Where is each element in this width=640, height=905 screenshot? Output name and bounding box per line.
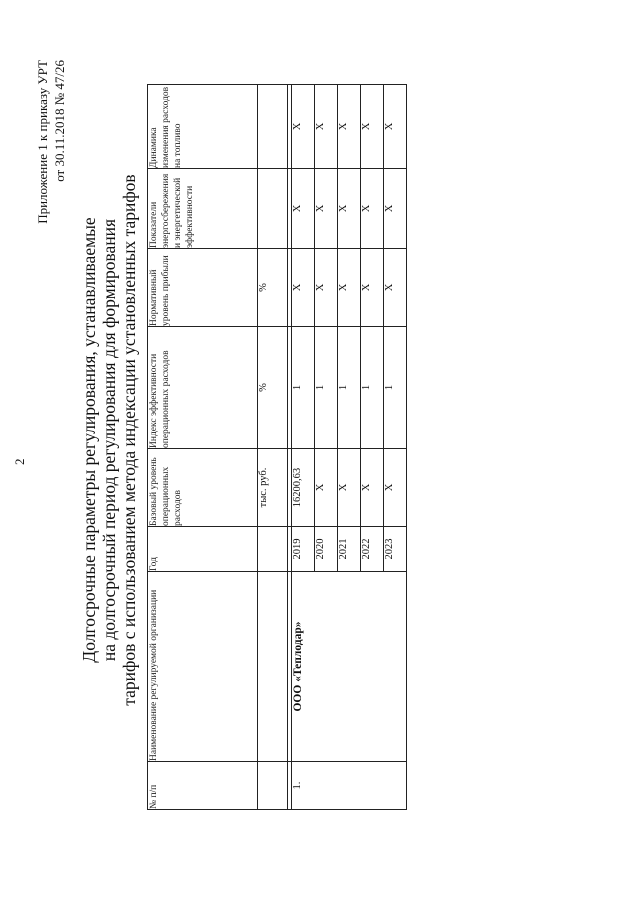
cell-base: 16200,63 (292, 449, 315, 527)
cell-index: 1 (361, 327, 384, 449)
cell-base: X (361, 449, 384, 527)
unit-profit: % (258, 249, 288, 327)
cell-profit: X (315, 249, 338, 327)
header-index: Индекс эффективности операционных расходов (148, 327, 258, 449)
unit-index: % (258, 327, 288, 449)
organization-name: ООО «Теплодар» (292, 572, 407, 762)
table-units-row (258, 85, 288, 810)
cell-energy: X (292, 169, 315, 249)
parameters-table (147, 84, 407, 810)
cell-fuel: X (292, 85, 315, 169)
cell-index: 1 (384, 327, 407, 449)
cell-base: X (315, 449, 338, 527)
cell-fuel: X (338, 85, 361, 169)
cell-fuel: X (315, 85, 338, 169)
cell-profit: X (361, 249, 384, 327)
cell-profit: X (292, 249, 315, 327)
header-fuel: Динамика изменения расходов на топливо (148, 85, 258, 169)
header-profit: Нормативный уровень прибыли (148, 249, 258, 327)
cell-energy: X (384, 169, 407, 249)
cell-fuel: X (384, 85, 407, 169)
cell-index: 1 (315, 327, 338, 449)
cell-base: X (384, 449, 407, 527)
title-line-3: тарифов с использованием метода индексации установленных тарифов (119, 174, 139, 706)
cell-energy: X (361, 169, 384, 249)
cell-base: X (338, 449, 361, 527)
table-row (292, 85, 315, 810)
header-year: Год (148, 527, 258, 572)
appendix-line-1: Приложение 1 к приказу УРТ (35, 60, 50, 224)
cell-fuel: X (361, 85, 384, 169)
cell-year: 2019 (292, 527, 315, 572)
cell-profit: X (384, 249, 407, 327)
cell-year: 2022 (361, 527, 384, 572)
cell-energy: X (338, 169, 361, 249)
cell-energy: X (315, 169, 338, 249)
cell-profit: X (338, 249, 361, 327)
cell-year: 2023 (384, 527, 407, 572)
page-number: 2 (12, 458, 27, 465)
appendix-line-2: от 30.11.2018 № 47/26 (52, 60, 67, 182)
title-line-2: на долгосрочный период регулирования для формирования (99, 218, 119, 662)
cell-index: 1 (292, 327, 315, 449)
header-num: № п/п (148, 762, 258, 810)
cell-year: 2021 (338, 527, 361, 572)
unit-base: тыс. руб. (258, 449, 288, 527)
table-header-row (148, 85, 258, 810)
title-line-1: Долгосрочные параметры регулирования, устанавливаемые (79, 217, 99, 663)
cell-index: 1 (338, 327, 361, 449)
header-base: Базовый уровень операционных расходов (148, 449, 258, 527)
header-energy: Показатели энергосбережения и энергетической эффективности (148, 169, 258, 249)
document-title (79, 95, 139, 785)
appendix-note (34, 60, 68, 224)
row-number: 1. (292, 762, 407, 810)
cell-year: 2020 (315, 527, 338, 572)
header-org: Наименование регулируемой организации (148, 572, 258, 762)
